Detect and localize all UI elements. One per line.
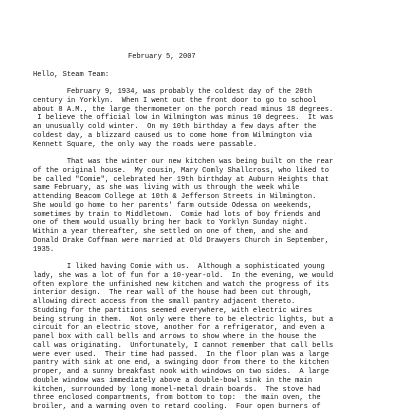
text-line: lady, she was a lot of fun for a 10-year-old. In the evening, we would xyxy=(33,271,334,280)
text-line: circuit for an electric stove, another for a refrigerator, and even a xyxy=(33,324,325,333)
text-line: be called "Comie", celebrated her 19th birthday at Auburn Heights that xyxy=(33,175,330,184)
paragraph-1 xyxy=(33,88,385,149)
text-line: double window was immediately above a double-bowl sink in the main xyxy=(33,376,313,385)
text-line: proper, and a sunny breakfast nook with windows on two sides. A large xyxy=(33,368,330,376)
text-line: February 9, 1934, was probably the coldest day of the 20th xyxy=(33,88,313,96)
text-line: She would go home to her parents' farm outside Odessa on weekends, xyxy=(33,201,313,210)
text-line: That was the winter our new kitchen was being built on the rear xyxy=(33,158,334,166)
paragraph-3 xyxy=(33,263,385,412)
text-line: pantry with sink at one end, a swinging door from there to the kitchen xyxy=(33,359,330,368)
text-line: sometimes by train to Middletown. Comie had lots of boy friends and xyxy=(33,210,321,219)
letter-date: February 5, 2007 xyxy=(128,53,196,61)
text-line: being strung in them. Not only were there to be electric lights, but a xyxy=(33,315,334,324)
text-line: I liked having Comie with us. Although a sophisticated young xyxy=(33,263,325,271)
letter-greeting: Hello, Steam Team: xyxy=(33,70,110,79)
text-line: Kennett Square, the only way the roads were passable. xyxy=(33,140,258,149)
text-line: kitchen, surrounded by long monel-metal drain boards. The stove had xyxy=(33,385,321,394)
text-line: interior design. The rear wall of the house had been cut through, xyxy=(33,289,313,298)
text-line: Within a year thereafter, she settled on one of them, and she and xyxy=(33,228,308,236)
text-line: often explore the unfinished new kitchen and watch the progress of its xyxy=(33,280,330,289)
text-line: I believe the official low in Wilmington was minus 10 degrees. It was xyxy=(33,114,334,123)
text-line: allowing direct access from the small pantry adjacent thereto. xyxy=(33,298,296,306)
text-line: century in Yorklyn. When I went out the front door to go to school xyxy=(33,96,317,105)
paragraph-2 xyxy=(33,158,385,254)
text-line: three enclosed compartments, from bottom to top: the main oven, the xyxy=(33,394,321,403)
text-line: of the original house. My cousin, Mary Comly Shallcross, who liked to xyxy=(33,166,330,175)
text-line: coldest day, a blizzard caused us to come home from Wilmington via xyxy=(33,131,313,140)
text-line: about 8 A.M., the large thermometer on the porch read minus 18 degrees. xyxy=(33,105,334,114)
text-line: Donald Drake Coffman were married at Old Drawyers Church in September, xyxy=(33,236,330,245)
text-line: Studding for the partitions seemed everywhere, with electric wires xyxy=(33,306,313,315)
text-line: attending Beacom College at 10th & Jefferson Streets in Wilmington. xyxy=(33,193,317,201)
text-line: same February, as she was living with us through the week while xyxy=(33,184,300,193)
text-line: were ever used. Their time had passed. In the floor plan was a large xyxy=(33,350,330,359)
text-line: call was originating. Unfortunately, I cannot remember that call bells xyxy=(33,341,334,350)
text-line: broiler, and a warming oven to retard cooling. Four open burners of xyxy=(33,403,321,411)
text-line: panel box with call bells and arrows to show where in the house the xyxy=(33,333,317,341)
letter-body xyxy=(33,53,385,412)
text-line: one of them would usually bring her back to Yorklyn Sunday night. xyxy=(33,219,308,228)
text-line: an unusually cold winter. On my 10th birthday a few days after the xyxy=(33,123,317,131)
text-line: 1935. xyxy=(33,245,55,254)
